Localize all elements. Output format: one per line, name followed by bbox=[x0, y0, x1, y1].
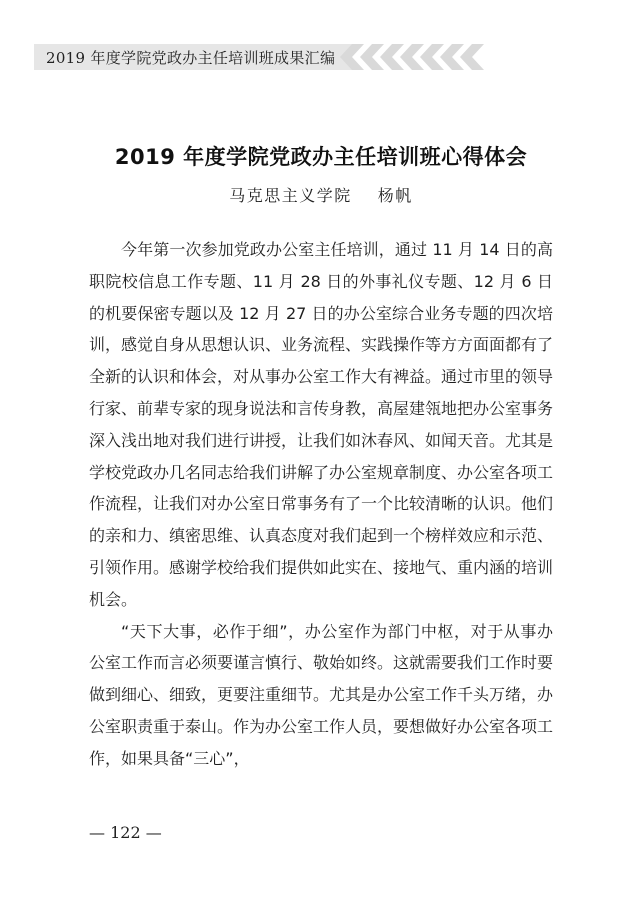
chevron-decoration-icon bbox=[320, 44, 600, 70]
article-body bbox=[89, 234, 553, 775]
author-name: 杨帆 bbox=[377, 186, 413, 205]
article-title: 2019 年度学院党政办主任培训班心得体会 bbox=[114, 145, 528, 169]
running-header bbox=[34, 44, 352, 70]
page-number: — 122 — bbox=[89, 823, 162, 842]
running-header-title: 2019 年度学院党政办主任培训班成果汇编 bbox=[46, 48, 336, 67]
paragraph: “天下大事，必作于细”，办公室作为部门中枢，对于从事办公室工作而言必须要谨言慎行、敬始如终。这就需要我们工作时要做到细心、细致，更要注重细节。尤其是办公室工作千头万绪，办公室职责重于泰山。作为办公室工作人员，要想做好办公室各项工作，如果具备“三心”， bbox=[89, 621, 554, 768]
author-unit: 马克思主义学院 bbox=[229, 186, 352, 205]
paragraph: 今年第一次参加党政办公室主任培训，通过 11 月 14 日的高职院校信息工作专题、11 月 28 日的外事礼仪专题、12 月 6 日的机要保密专题以及 12 月 27 日的办公室综合业务专题的四次培训，感觉自身从思想认识、业务流程、实践操作等方方面面都有了全新的认识和体会，对从事办公室工作大有裨益。通过市里的领导行家、前辈专家的现身说法和言传身教，高屋建瓴地把办公室事务深入浅出地对我们进行讲授，让我们如沐春风、如闻天音。尤其是学校党政办几名同志给我们讲解了办公室规章制度、办公室各项工作流程，让我们对办公室日常事务有了一个比较清晰的认识。他们的亲和力、缜密思维、认真态度对我们起到一个榜样效应和示范、引领作用。感谢学校给我们提供如此实在、接地气、重内涵的培训机会。 bbox=[89, 240, 554, 609]
author-line bbox=[0, 183, 642, 206]
